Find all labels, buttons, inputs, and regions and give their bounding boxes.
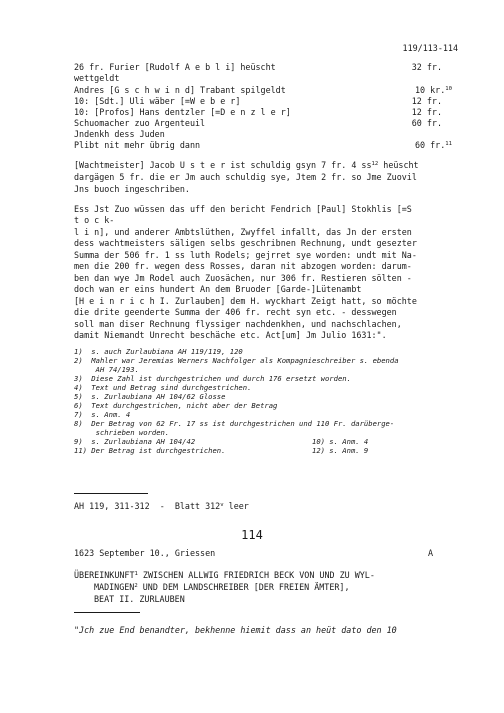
amount-value: 60 fr.: [414, 140, 446, 150]
footnote-ref: 10: [445, 86, 452, 92]
text-run: MADINGEN: [94, 582, 135, 592]
text-run: AH 119, 311-312 - Blatt 312: [74, 501, 221, 511]
footnote: 8) Der Betrag von 62 Fr. 17 ss ist durchgestrichen und 110 Fr. darüberge-: [74, 419, 395, 428]
text-run: leer: [223, 501, 249, 511]
footnote: 3) Diese Zahl ist durchgestrichen und durch 176 ersetzt worden.: [74, 374, 351, 383]
paragraph-line: t o c k-: [74, 215, 115, 225]
paragraph-line: Jns buoch ingeschriben.: [74, 184, 190, 194]
account-amount: [415, 140, 452, 151]
paragraph-line: l i n], und anderer Ambtslüthen, Zwyffel infallt, das Jn der ersten: [74, 227, 412, 237]
superscript: v: [220, 502, 224, 508]
footnote: 9) s. Zurlaubiana AH 104/42: [74, 437, 196, 446]
amount-value: 10 kr.: [414, 85, 446, 95]
footnote: 1) s. auch Zurlaubiana AH 119/119, 120: [74, 347, 243, 356]
paragraph-line: Summa der 506 fr. 1 ss luth Rodels; gejrret sye worden: undt mit Na-: [74, 250, 417, 260]
paragraph-line: doch wan er eins hundert An dem Bruoder [Garde-]Lütenambt: [74, 284, 362, 294]
footnote: 10) s. Anm. 4: [312, 437, 369, 446]
quote-line: "Jch zue End benandter, bekhenne hiemit dass an heüt dato den 10: [74, 625, 397, 635]
text-run: ÜBEREINKUNFT: [74, 570, 135, 580]
paragraph-line: ben dan wye Jm Rodel auch Zuosächen, nur 306 fr. Restieren sölten -: [74, 273, 412, 283]
divider: [74, 612, 140, 613]
account-amount: 12 fr.: [411, 107, 442, 117]
footnote-ref: 1: [134, 571, 138, 577]
footnote: 5) s. Zurlaubiana AH 104/62 Glosse: [74, 392, 226, 401]
account-line: wettgeldt: [74, 73, 120, 83]
account-line: Schuomacher zuo Argenteuil: [74, 118, 206, 128]
divider: [74, 493, 148, 494]
paragraph-line: soll man diser Rechnung flyssiger nachdenkhen, und nachschlachen,: [74, 319, 402, 329]
footnote: 4) Text und Betrag sind durchgestrichen.: [74, 383, 252, 392]
account-amount: [415, 85, 452, 96]
footnote: 7) s. Anm. 4: [74, 410, 131, 419]
heading-line: [94, 582, 350, 593]
footnote: 12) s. Anm. 9: [312, 446, 369, 455]
heading-line: BEAT II. ZURLAUBEN: [94, 594, 185, 604]
paragraph-line: [H e i n r i c h I. Zurlauben] dem H. wyckhart Zeigt hatt, so möchte: [74, 296, 417, 306]
text-run: ZWISCHEN ALLWIG FRIEDRICH BECK VON UND ZU WYL-: [137, 570, 375, 580]
account-amount: 32 fr.: [411, 62, 442, 72]
document-number: 114: [241, 528, 263, 542]
document-class: A: [428, 548, 434, 558]
account-amount: 60 fr.: [411, 118, 442, 128]
text-run: heüscht: [378, 160, 419, 170]
paragraph-line: damit Niemandt Unrecht beschäche etc. Act[um] Jm Julio 1631:".: [74, 330, 387, 340]
account-line: Jndenkh dess Juden: [74, 129, 165, 139]
footnote-ref: 2: [134, 583, 138, 589]
text-run: UND DEM LANDSCHREIBER [DER FREIEN ÄMTER],: [137, 582, 350, 592]
footnote-ref: 12: [371, 161, 379, 167]
text-run: [Wachtmeister] Jacob U s t e r ist schuldig gsyn 7 fr. 4 ss: [74, 160, 372, 170]
footnote: schrieben worden.: [74, 428, 170, 437]
footnote-ref: 11: [445, 141, 452, 147]
source-reference: [74, 501, 249, 512]
paragraph-line: [74, 160, 419, 171]
account-amount: 12 fr.: [411, 96, 442, 106]
account-line: 10: [Sdt.] Uli wäber [=W e b e r]: [74, 96, 241, 106]
date-place: 1623 September 10., Griessen: [74, 548, 216, 558]
paragraph-line: Ess Jst Zuo wüssen das uff den bericht Fendrich [Paul] Stokhlis [=S: [74, 204, 412, 214]
account-line: 10: [Profos] Hans dentzler [=D e n z l e r]: [74, 107, 291, 117]
footnote: 2) Mahler war Jeremias Werners Nachfolger als Kompagnieschreiber s. ebenda: [74, 356, 399, 365]
paragraph-line: die drite geenderte Summa der 406 fr. recht syn etc. - desswegen: [74, 307, 397, 317]
paragraph-line: dargägen 5 fr. die er Jm auch schuldig sye, Jtem 2 fr. so Jme Zuovil: [74, 172, 417, 182]
heading-line: [74, 570, 375, 581]
footnote: 6) Text durchgestrichen, nicht aber der Betrag: [74, 401, 278, 410]
footnote: AH 74/193.: [74, 365, 139, 374]
paragraph-line: men die 200 fr. wegen dess Rosses, daran nit abzogen worden: darum-: [74, 261, 412, 271]
account-line: Andres [G s c h w i n d] Trabant spilgeldt: [74, 85, 286, 95]
paragraph-line: dess wachtmeisters säligen selbs geschribnen Rechnung, undt gesezter: [74, 238, 417, 248]
footnote: 11) Der Betrag ist durchgestrichen.: [74, 446, 226, 455]
account-line: Plibt nit mehr übrig dann: [74, 140, 201, 150]
page-reference: 119/113-114: [402, 43, 458, 53]
account-line: 26 fr. Furier [Rudolf A e b l i] heüscht: [74, 62, 276, 72]
